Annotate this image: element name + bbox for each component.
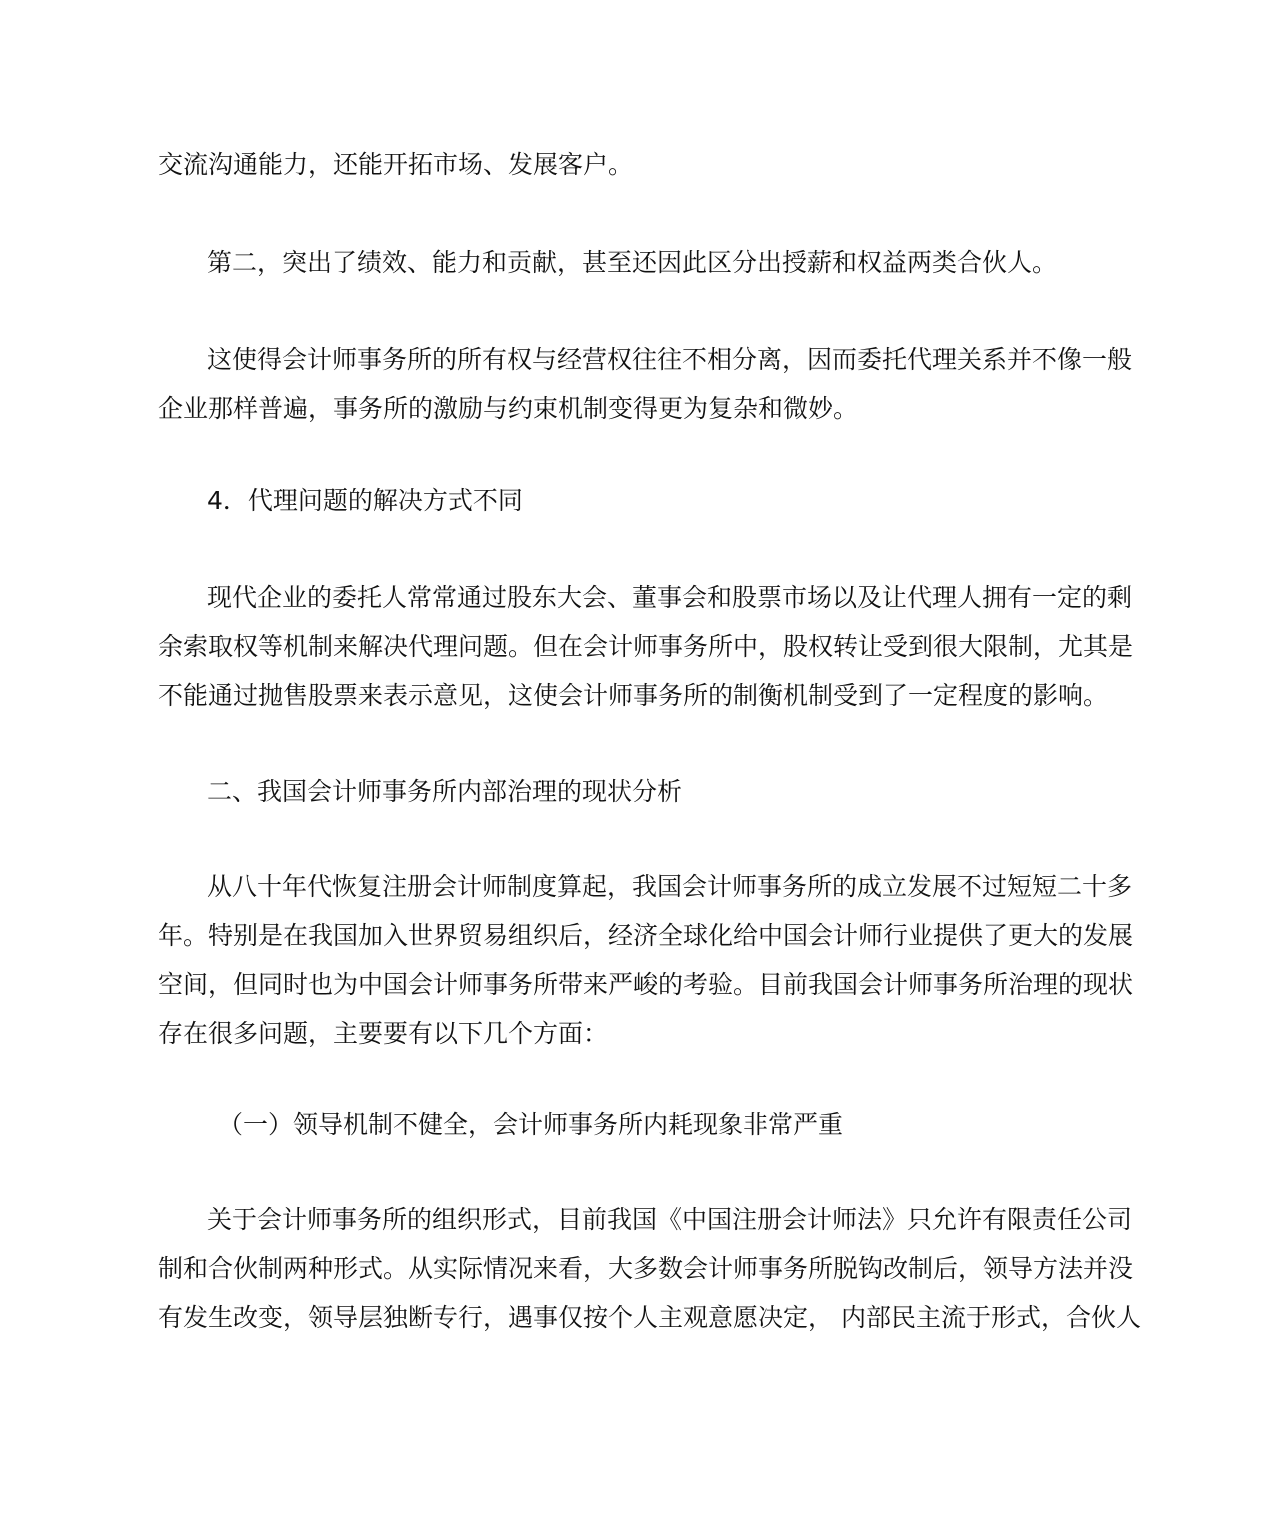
text-line: 企业那样普遍，事务所的激励与约束机制变得更为复杂和微妙。 [158,394,859,423]
paragraph-1 [158,140,633,189]
paragraph-5 [158,573,1133,720]
text-line: 不能通过抛售股票来表示意见，这使会计师事务所的制衡机制受到了一定程度的影响。 [158,681,1109,710]
text-line: 这使得会计师事务所的所有权与经营权往往不相分离，因而委托代理关系并不像一般 [207,345,1133,374]
section-heading-4 [158,476,523,525]
paragraph-7 [158,862,1133,1058]
text-line: 存在很多问题，主要要有以下几个方面： [158,1019,609,1048]
text-line: 制和合伙制两种形式。从实际情况来看，大多数会计师事务所脱钩改制后，领导方法并没 [158,1254,1134,1283]
paragraph-3 [158,335,1132,433]
text-line: 空间，但同时也为中国会计师事务所带来严峻的考验。目前我国会计师事务所治理的现状 [158,970,1134,999]
text-line: 关于会计师事务所的组织形式，目前我国《中国注册会计师法》只允许有限责任公司 [207,1205,1133,1234]
text-line: 从八十年代恢复注册会计师制度算起，我国会计师事务所的成立发展不过短短二十多 [207,872,1133,901]
text-line: 第二，突出了绩效、能力和贡献，甚至还因此区分出授薪和权益两类合伙人。 [207,248,1058,277]
text-line: 年。特别是在我国加入世界贸易组织后，经济全球化给中国会计师行业提供了更大的发展 [158,921,1134,950]
text-line: 交流沟通能力，还能开拓市场、发展客户。 [158,150,634,179]
text-line: 现代企业的委托人常常通过股东大会、董事会和股票市场以及让代理人拥有一定的剩 [207,583,1133,612]
text-line: 二、我国会计师事务所内部治理的现状分析 [207,777,683,806]
paragraph-9 [158,1195,1141,1342]
text-line: 有发生改变，领导层独断专行，遇事仅按个人主观意愿决定， 内部民主流于形式，合伙人 [158,1303,1141,1332]
subsection-heading-1 [158,1100,843,1149]
text-line: 余索取权等机制来解决代理问题。但在会计师事务所中，股权转让受到很大限制，尤其是 [158,632,1134,661]
text-line: （一）领导机制不健全，会计师事务所内耗现象非常严重 [218,1110,844,1139]
section-heading-2 [158,767,682,816]
text-line: 4．代理问题的解决方式不同 [207,486,523,515]
paragraph-2 [158,238,1057,287]
